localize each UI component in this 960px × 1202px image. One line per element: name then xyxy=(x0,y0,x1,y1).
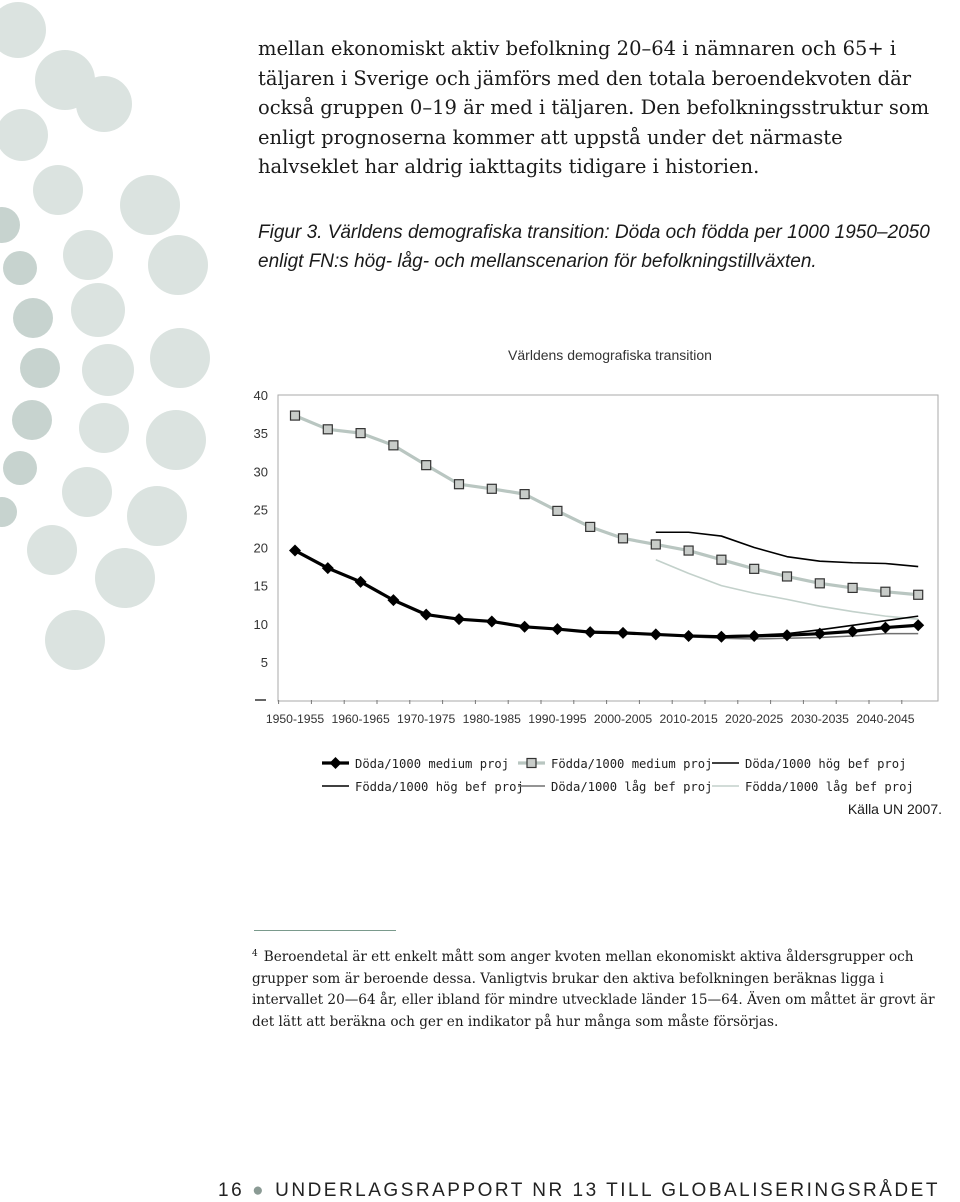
x-tick-label: 1990-1995 xyxy=(528,712,587,726)
page-footer xyxy=(218,1180,940,1202)
data-point-square xyxy=(422,461,431,470)
data-point-diamond xyxy=(420,609,432,621)
data-point-diamond xyxy=(715,631,727,643)
x-axis-ticks xyxy=(266,700,915,726)
data-point-square xyxy=(323,425,332,434)
data-point-square xyxy=(291,411,300,420)
x-tick-label: 1970-1975 xyxy=(397,712,456,726)
legend-item xyxy=(518,757,712,771)
series-line xyxy=(295,551,918,637)
data-point-diamond xyxy=(519,621,531,633)
data-point-square xyxy=(455,480,464,489)
footnote-separator xyxy=(254,930,396,931)
data-point-square xyxy=(487,484,496,493)
x-tick-label: 1980-1985 xyxy=(462,712,521,726)
x-tick-label: 1950-1955 xyxy=(265,712,325,726)
y-tick-label: 10 xyxy=(253,616,268,632)
data-point-square xyxy=(651,540,660,549)
data-point-diamond xyxy=(617,627,629,639)
y-axis-ticks xyxy=(254,388,268,670)
data-point-diamond xyxy=(387,594,399,606)
y-tick-label: 40 xyxy=(253,388,268,403)
x-tick-label: 2020-2025 xyxy=(725,712,784,726)
legend-diamond-marker xyxy=(330,757,342,769)
chart-title: Världens demografiska transition xyxy=(508,347,712,363)
chart-source-note: Källa UN 2007. xyxy=(847,801,942,817)
data-point-diamond xyxy=(289,545,301,557)
data-point-square xyxy=(389,441,398,450)
data-point-diamond xyxy=(355,576,367,588)
y-tick-label: 25 xyxy=(253,502,268,518)
legend-item xyxy=(518,780,712,794)
data-point-diamond xyxy=(650,628,662,640)
data-point-square xyxy=(586,522,595,531)
x-tick-label: 2030-2035 xyxy=(790,712,849,726)
y-tick-label: 15 xyxy=(253,578,268,594)
page-number: 16 xyxy=(218,1180,245,1201)
data-point-square xyxy=(848,583,857,592)
x-tick-label: 1960-1965 xyxy=(331,712,390,726)
body-paragraph: mellan ekonomiskt aktiv befolkning 20–64 i nämnaren och 65+ i täljaren i Sverige och jämförs med den totala beroendekvoten där också gruppen 0–19 är med i täljaren. Den befolkningsstruktur som enligt prognoserna kommer att uppstå under det närmaste halvseklet har aldrig iakttagits tidigare i historien. xyxy=(258,37,930,178)
data-point-square xyxy=(815,579,824,588)
legend-label: Födda/1000 medium proj xyxy=(551,757,713,771)
figure-caption: Figur 3. Världens demografiska transition: Döda och födda per 1000 1950–2050 enligt FN:s hög- låg- och mellanscenarion för befolkningstillväxten. xyxy=(258,222,930,272)
x-tick-label: 2010-2015 xyxy=(659,712,718,726)
legend-label: Födda/1000 låg bef proj xyxy=(745,780,914,794)
data-point-square xyxy=(783,572,792,581)
y-tick-label: 20 xyxy=(253,540,268,556)
data-point-diamond xyxy=(453,613,465,625)
footnote-number: 4 xyxy=(252,949,258,959)
legend-label: Födda/1000 hög bef proj xyxy=(355,780,524,794)
data-point-diamond xyxy=(584,626,596,638)
data-point-diamond xyxy=(748,630,760,642)
legend-item xyxy=(322,780,524,794)
legend-label: Döda/1000 medium proj xyxy=(355,757,510,771)
data-point-square xyxy=(619,534,628,543)
legend-item xyxy=(712,757,906,771)
data-point-square xyxy=(881,587,890,596)
data-point-square xyxy=(356,429,365,438)
x-tick-label: 2000-2005 xyxy=(593,712,653,726)
data-point-diamond xyxy=(551,623,563,635)
y-tick-label: 30 xyxy=(253,464,268,480)
data-point-square xyxy=(520,490,529,499)
data-point-diamond xyxy=(486,615,498,627)
data-point-square xyxy=(684,546,693,555)
footnote-text: Beroendetal är ett enkelt mått som anger kvoten mellan ekonomiskt aktiva åldersgrupper och grupper som är beroende dessa. Vanligtvis brukar den aktiva befolkningen beräknas ligga i intervallet 20—64 år, eller ibland för mindre utvecklade länder 15—64. Även om måttet är grovt är det lätt att beräkna och ger en indikator på hur många som måste försörjas. xyxy=(252,949,935,1030)
data-point-diamond xyxy=(322,562,334,574)
legend-label: Döda/1000 hög bef proj xyxy=(745,757,907,771)
data-point-square xyxy=(553,506,562,515)
legend-item xyxy=(322,757,509,771)
data-point-diamond xyxy=(912,619,924,631)
data-point-square xyxy=(717,555,726,564)
data-point-diamond xyxy=(781,629,793,641)
y-tick-label: 35 xyxy=(253,426,268,442)
data-point-diamond xyxy=(879,622,891,634)
legend-square-marker xyxy=(527,759,536,768)
y-tick-label: 5 xyxy=(260,654,268,670)
x-tick-label: 2040-2045 xyxy=(856,712,915,726)
series-line xyxy=(656,532,918,566)
legend-label: Döda/1000 låg bef proj xyxy=(551,780,713,794)
data-point-square xyxy=(750,564,759,573)
legend-item xyxy=(712,780,914,794)
report-title: UNDERLAGSRAPPORT NR 13 TILL GLOBALISERINGSRÅDET xyxy=(275,1180,940,1201)
data-point-diamond xyxy=(683,630,695,642)
data-point-square xyxy=(914,590,923,599)
footnote xyxy=(252,944,946,1033)
chart-legend xyxy=(322,757,914,794)
footer-bullet-icon: ● xyxy=(252,1180,267,1201)
